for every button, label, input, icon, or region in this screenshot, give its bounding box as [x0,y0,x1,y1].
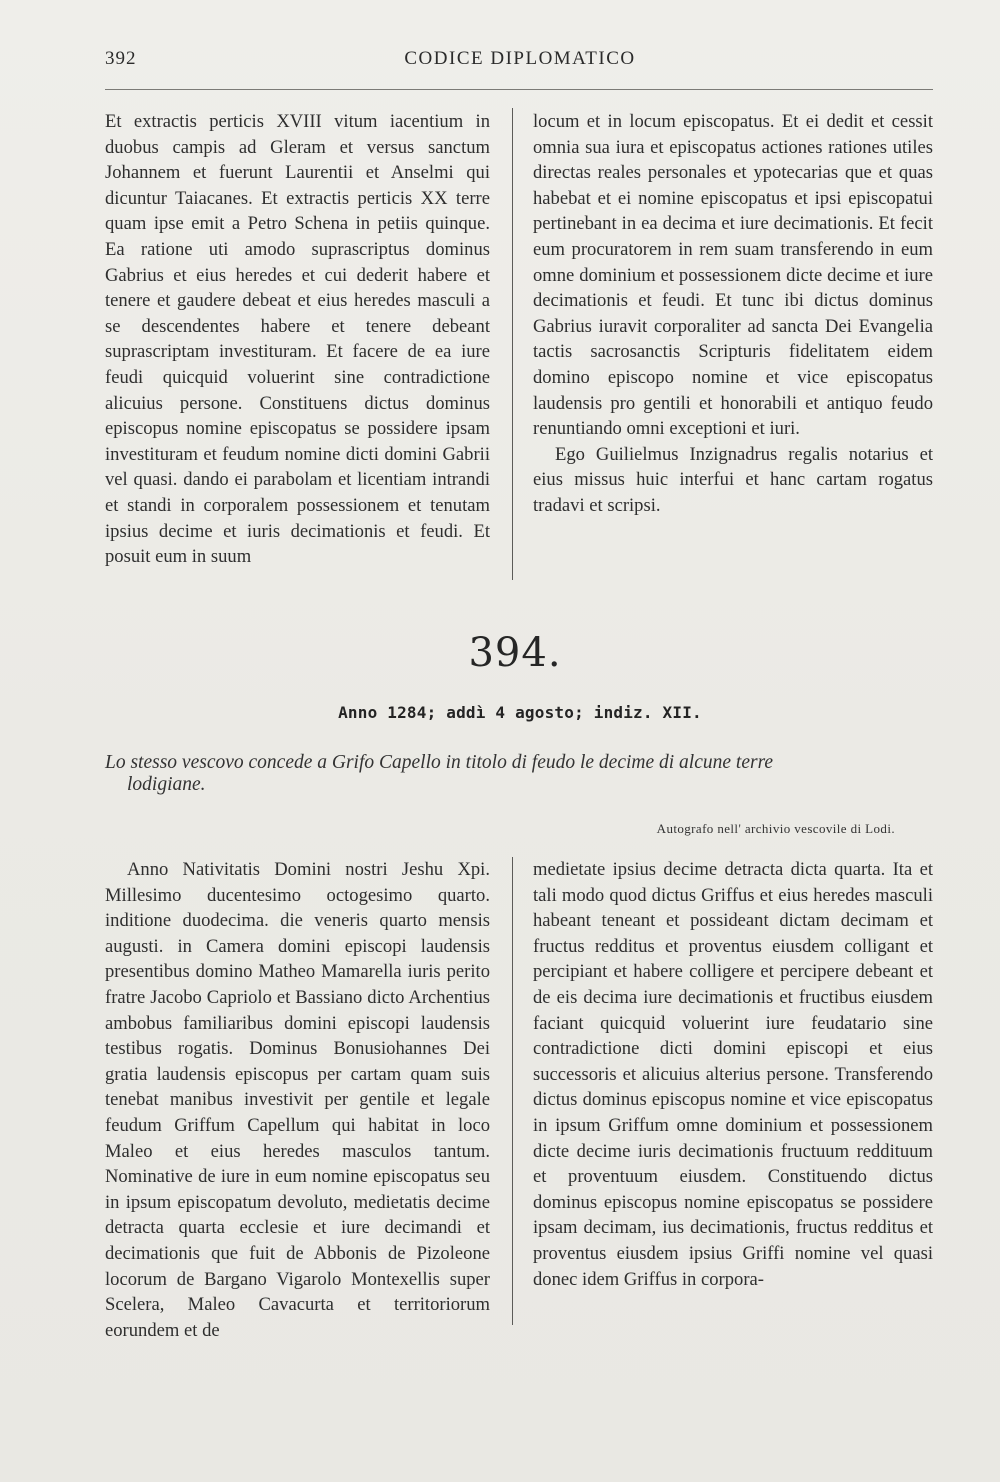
regest-line: lodigiane. [127,774,206,795]
paragraph: Et extractis perticis XVIII vitum iacentium in duobus campis ad Gleram et versus sanctum Johannem et fuerunt Laurentii et Anselmi qui dicuntur Taiacanes. Et extractis perticis XX terre quam ipse emit a Petro Schena in petiis quinque. Ea ratione uti amodo suprascriptus dominus Gabrius et eius heredes et cui dederit habere et tenere et gaudere debeat et eius heredes masculi a se descendentes habere et tenere debeant suprascriptam investituram. Et facere de ea iure feudi quicquid voluerint sine contradictione alicuius persone. Constituens dictus dominus episcopus nomine episcopatus se possidere ipsam investituram et feudum nomine dicti domini Gabrii vel quasi. dando ei parabolam et licentiam intrandi et standi in corporalem possessionem et tenutam ipsius decime et iuris decimationis et feudi. Et posuit eum in suum [105,111,490,568]
source-note: Autografo nell' archivio vescovile di Lodi. [656,821,895,836]
page-number: 392 [105,48,137,69]
paragraph: Anno Nativitatis Domini nostri Jeshu Xpi. Millesimo ducentesimo octogesimo quarto. inditione duodecima. die veneris quarto mensis augusti. in Camera domini episcopi laudensis presentibus domino Matheo Mamarella iuris perito fratre Jacobo Capriolo et Bassiano dicto Archentius ambobus familiaribus domini episcopi laudensis testibus rogatis. Dominus Bonusiohannes Dei gratia laudensis episcopus per cartam quam suis tenebat manibus investivit per gentile et legale feudum Griffum Capellum qui habitat in loco Maleo et eius heredes masculos tantum. Nominative de iure in eum nomine episcopatus seu in ipsum episcopatum devoluto, medietatis decime detracta quarta ecclesie et iure decimandi et decimationis que fuit de Abbonis de Pizoleone locorum de Bargano Vigarolo Montexellis super Scelera, Maleo Cavacurta et territoriorum eorundem et de [105,859,490,1341]
column-divider [512,108,513,580]
document-date: Anno 1284; addì 4 agosto; indiz. XII. [338,703,702,722]
top-right-column [533,109,933,519]
header-rule [105,89,933,90]
running-head [105,48,935,78]
bottom-right-column [533,857,933,1292]
top-left-column [105,109,490,570]
column-divider [512,857,513,1325]
paragraph: locum et in locum episcopatus. Et ei dedit et cessit omnia sua iura et episcopatus actiones rationes utiles directas reales personales et ypotecarias que et quas habebat et ei nomine episcopatus et ipsi episcopatui pertinebant in ea decima et iure decimationis. Et fecit eum procuratorem in rem suam transferendo in eum omne dominium et possessionem dicte decime et iure decimationis et feudi. Et tunc ibi dictus dominus Gabrius iuravit corporaliter ad sancta Dei Evangelia tactis sacrosanctis Scripturis fidelitatem eidem domino episcopo nomine et vice episcopatus laudensis pro gentili et honorabili et antiquo feudo renuntiando omni exceptioni et iuri. [533,111,933,440]
bottom-left-column [105,857,490,1343]
paragraph: medietate ipsius decime detracta dicta quarta. Ita et tali modo quod dictus Griffus et eius heredes masculi habeant teneant et possideant dictam decimam et fructus redditus et proventus eiusdem colligant et percipiant et habere colligere et percipere debeant et de eis decima iure decimationis et fructibus eiusdem faciant quicquid voluerint iure feudatario sine contradictione dicti domini episcopi et eius successoris et alicuius alterius persone. Transferendo dictus dominus episcopus nomine et vice episcopatus in ipsum Griffum omne dominium et possessionem dicte decime iuris decimationis fructuum reddituum et proventuum eiusdem. Constituendo dictus dominus episcopus nomine episcopatus se possidere ipsam decimam, ius decimationis, fructus redditus et proventus eiusdem ipsius Griffi nomine vel quasi donec idem Griffus in corpora- [533,859,933,1290]
document-number: 394. [468,630,562,676]
notary-subscription: Ego Guilielmus Inzignadrus regalis notarius et eius missus huic interfui et hanc cartam rogatus tradavi et scripsi. [533,443,933,516]
document-regest [105,752,933,796]
running-title: CODICE DIPLOMATICO [404,48,636,69]
regest-line: Lo stesso vescovo concede a Grifo Capello in titolo di feudo le decime di alcune terre [105,752,774,773]
